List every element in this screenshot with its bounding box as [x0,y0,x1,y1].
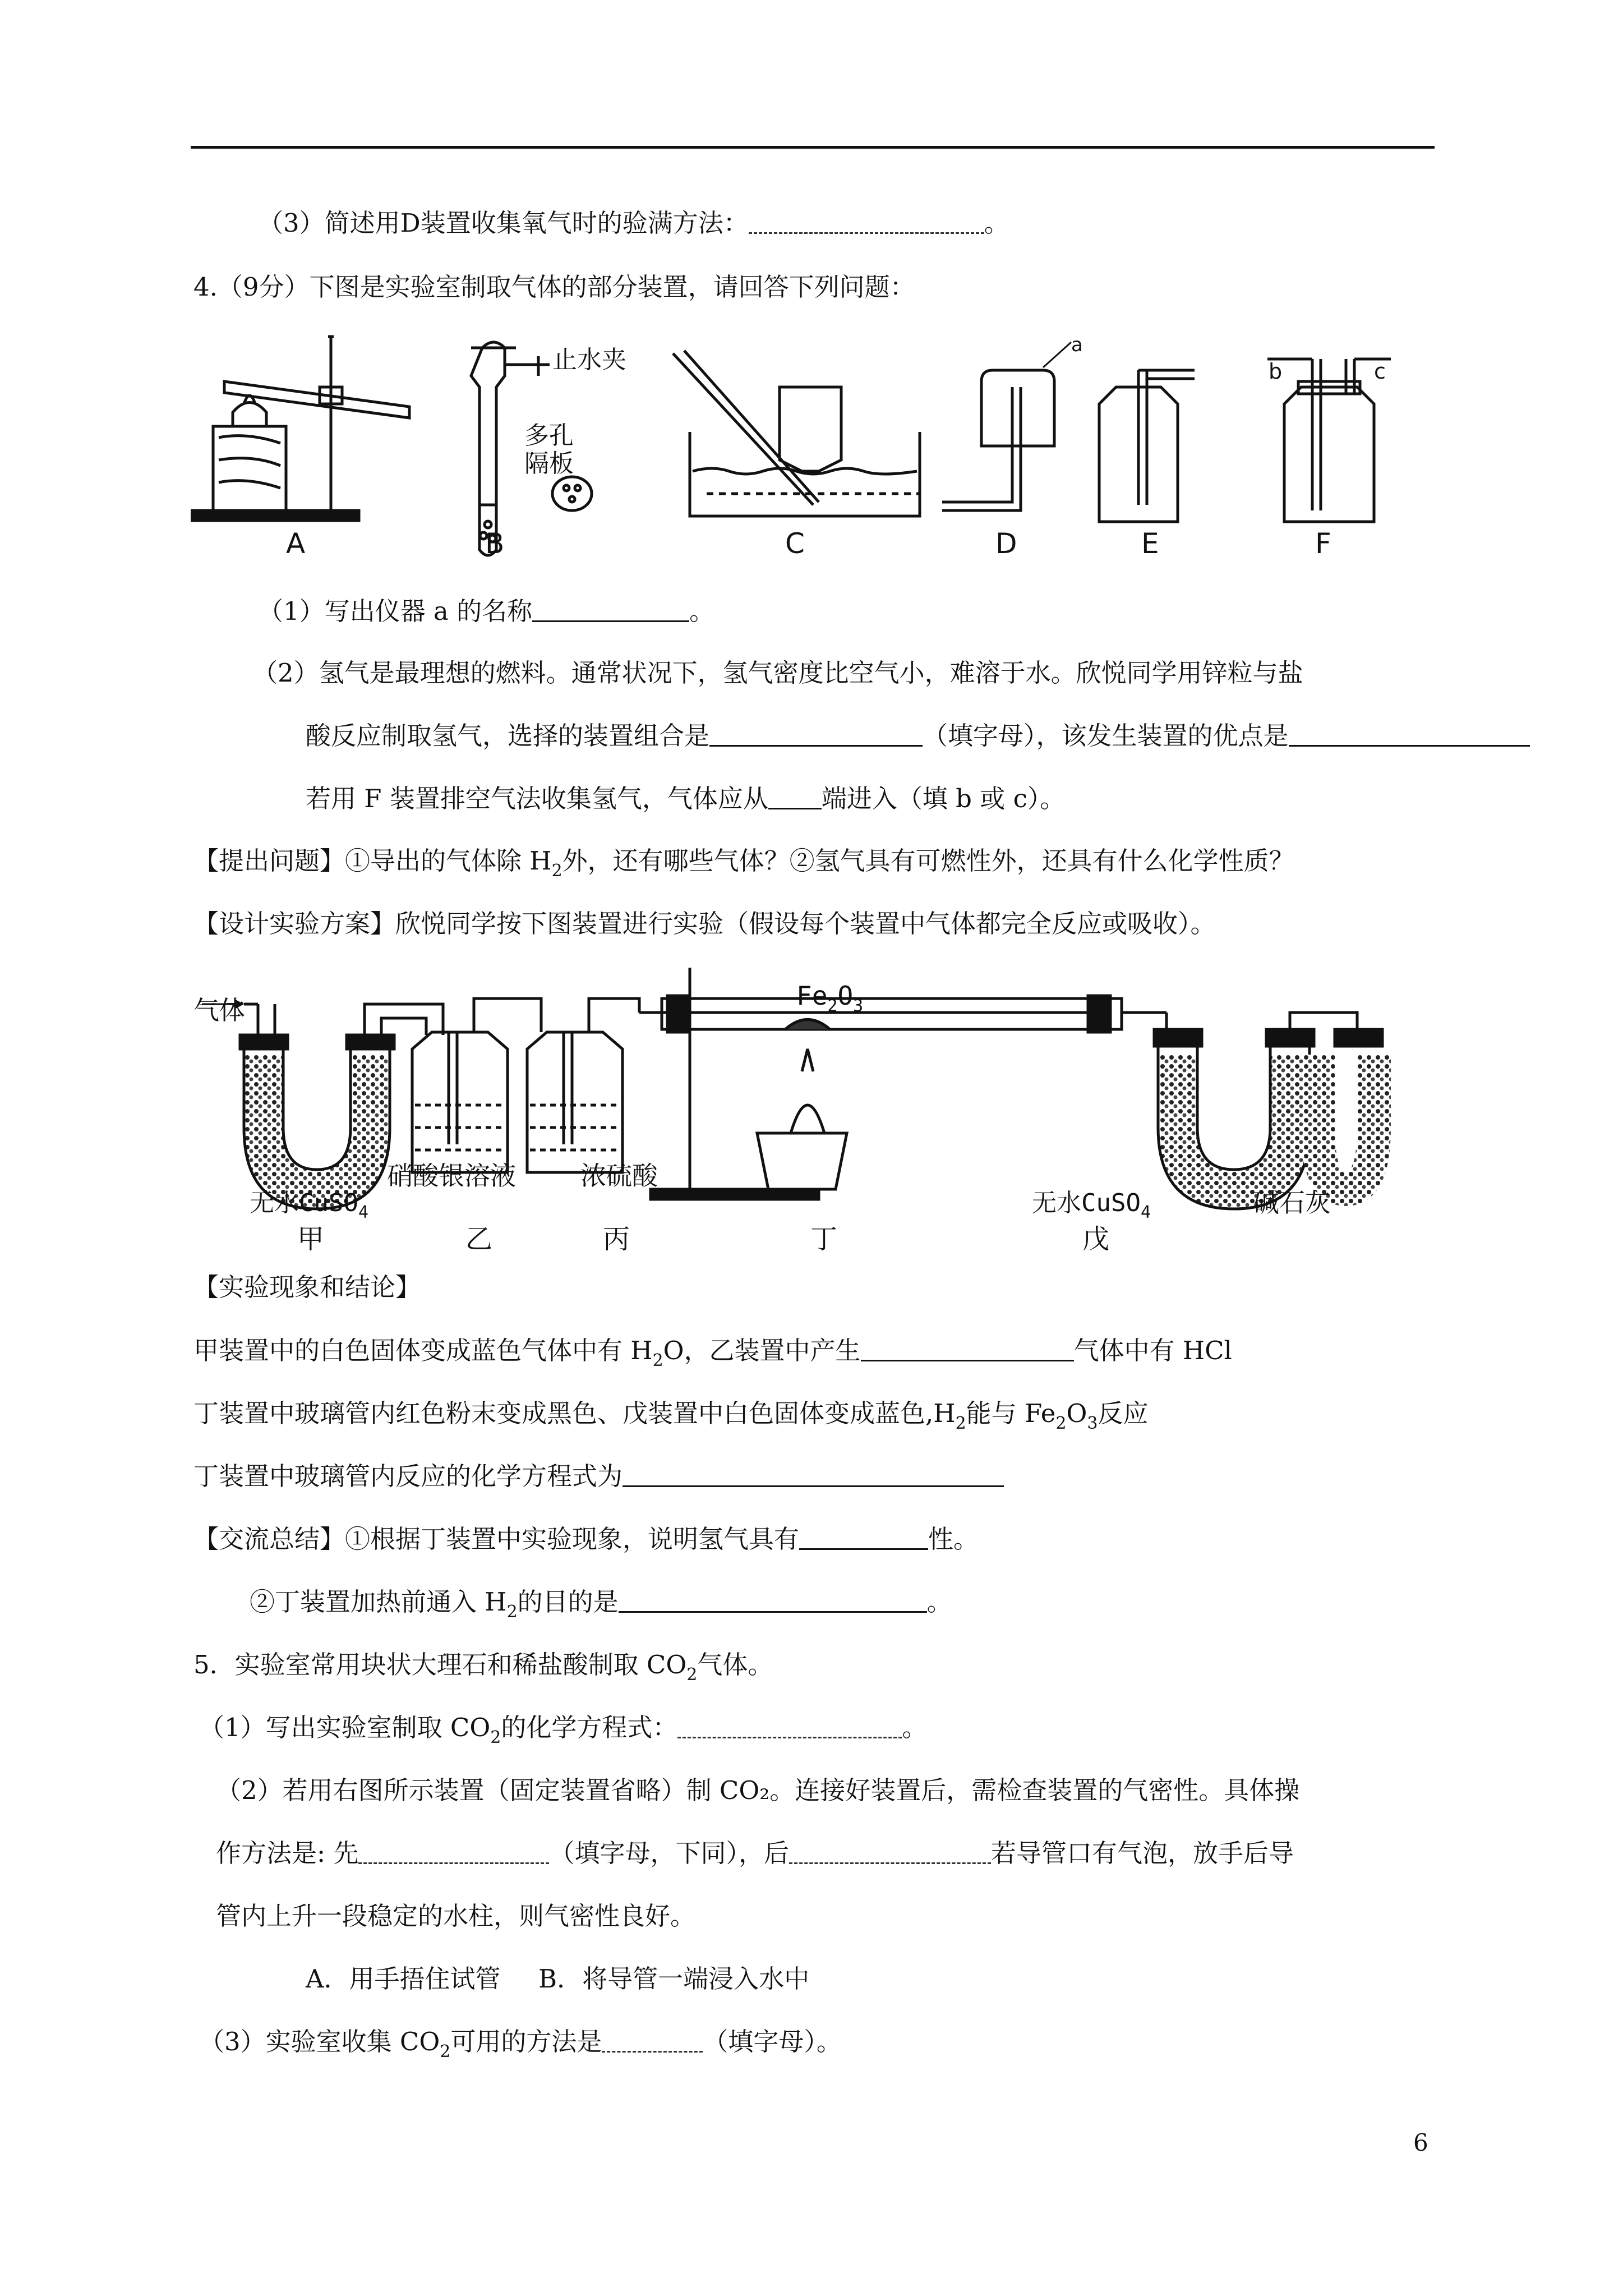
answer-blank[interactable] [789,1840,991,1864]
u-tube-lime [1318,1029,1382,1189]
label-a-pointer: a [1071,334,1083,356]
label-b-port: b [1269,359,1283,384]
u-tube-wu [1154,1029,1314,1209]
q4-design: 【设计实验方案】欣悦同学按下图装置进行实验（假设每个装置中气体都完全反应或吸收）。 [193,909,1216,938]
answer-blank[interactable] [861,1337,1074,1361]
answer-blank[interactable] [799,1526,928,1550]
q4-result-1: 甲装置中的白色固体变成蓝色气体中有 $H_2O$，乙装置中产生 气体中有 HCl [193,1336,1232,1370]
label-d: D [995,527,1017,560]
label-cuso4-jia: 无水CuSO$_4$ [250,1189,369,1222]
answer-blank[interactable] [1289,723,1530,747]
answer-blank[interactable] [709,723,923,747]
label-ding: 丁 [810,1223,838,1255]
label-clip: 止水夹 [552,346,626,374]
q4-summary-2: ②丁装置加热前通入 $H_2$的目的是 。 [250,1587,952,1622]
apparatus-f-illustration [1267,359,1391,522]
label-b: B [485,527,505,560]
q5-option-a: A．用手捂住试管 [306,1964,501,1994]
q4-result-3: 丁装置中玻璃管内反应的化学方程式为 [193,1460,1004,1493]
page-number: 6 [1413,2129,1428,2156]
q5-p2-line3: 管内上升一段稳定的水柱，则气密性良好。 [216,1901,696,1931]
q4-summary-1: 【交流总结】①根据丁装置中实验现象，说明氢气具有 性。 [193,1524,979,1554]
tube-ding [639,968,1122,1199]
label-cuso4-wu: 无水CuSO$_4$ [1032,1189,1151,1222]
label-agno3: 硝酸银溶液 [387,1161,516,1191]
label-fe2o3: $Fe_2O_3$ [796,981,864,1016]
apparatus-d-illustration [942,342,1071,510]
q4-p2-line3: 若用 F 装置排空气法收集氢气，气体应从 端进入（填 b 或 c）。 [306,784,1066,813]
answer-blank[interactable] [532,598,689,622]
apparatus-c-illustration [673,351,920,516]
label-bing: 丙 [603,1223,630,1255]
q4-question: 【提出问题】①导出的气体除 $H_2$外，还有哪些气体？②氢气具有可燃性外，还具有什么化学性质？ [193,846,1294,881]
q5-intro: 5．实验室常用块状大理石和稀盐酸制取 $CO_2$气体。 [193,1650,773,1685]
q5-p2-line1: （2）若用右图所示装置（固定装置省略）制 CO₂。连接好装置后，需检查装置的气密性。具体操 [216,1775,1300,1805]
answer-blank[interactable] [623,1463,1004,1487]
apparatus-figure-2 [191,965,1391,1257]
label-a: A [286,527,306,560]
label-h2so4: 浓硫酸 [580,1161,658,1191]
q4-result-2: 丁装置中玻璃管内红色粉末变成黑色、戊装置中白色固体变成蓝色$,H_2$能与 $Fe_2O_3$反应 [193,1398,1149,1433]
q4-p2-line2: 酸反应制取氢气，选择的装置组合是 （填字母），该发生装置的优点是 [306,719,1530,753]
answer-blank[interactable] [358,1840,549,1864]
answer-blank[interactable] [768,785,822,809]
q5-p2-line2: 作方法是: 先 （填字母，下同），后 若导管口有气泡，放手后导 [216,1838,1294,1868]
q5-option-b: B．将导管一端浸入水中 [538,1964,810,1994]
bottle-bing [527,999,639,1172]
answer-blank[interactable] [602,2028,703,2053]
q4-intro: 4.（9分）下图是实验室制取气体的部分装置，请回答下列问题： [193,272,915,302]
label-plate-2: 隔板 [524,449,574,478]
header-rule [191,146,1435,149]
q5-p1: （1）写出实验室制取 $CO_2$的化学方程式： 。 [199,1713,928,1747]
q4-result-title: 【实验现象和结论】 [193,1272,421,1302]
apparatus-a-illustration [191,337,409,521]
q4-p1: （1）写出仪器 a 的名称 。 [258,596,715,626]
answer-blank[interactable] [749,210,984,234]
label-wu: 戊 [1082,1223,1110,1255]
label-plate-1: 多孔 [524,421,574,450]
label-yi: 乙 [465,1223,493,1255]
label-e: E [1141,527,1159,560]
label-jia: 甲 [297,1223,325,1255]
apparatus-e-illustration [1099,370,1195,522]
label-c-port: c [1374,359,1386,384]
q4-p2-line1: （2）氢气是最理想的燃料。通常状况下，氢气密度比空气小，难溶于水。欣悦同学用锌粒与盐 [252,658,1303,688]
label-f: F [1315,527,1331,560]
label-c: C [785,527,805,560]
bottle-yi [412,999,541,1172]
apparatus-figure-1 [191,325,1447,572]
label-lime: 碱石灰 [1253,1188,1331,1218]
q5-p3: （3）实验室收集 $CO_2$可用的方法是 （填字母）。 [199,2027,842,2062]
answer-blank[interactable] [677,1714,902,1738]
q3-oxygen-line: （3）简述用D装置收集氧气时的验满方法： 。 [258,208,1009,238]
label-gas: 气体 [193,995,245,1025]
answer-blank[interactable] [619,1589,927,1613]
